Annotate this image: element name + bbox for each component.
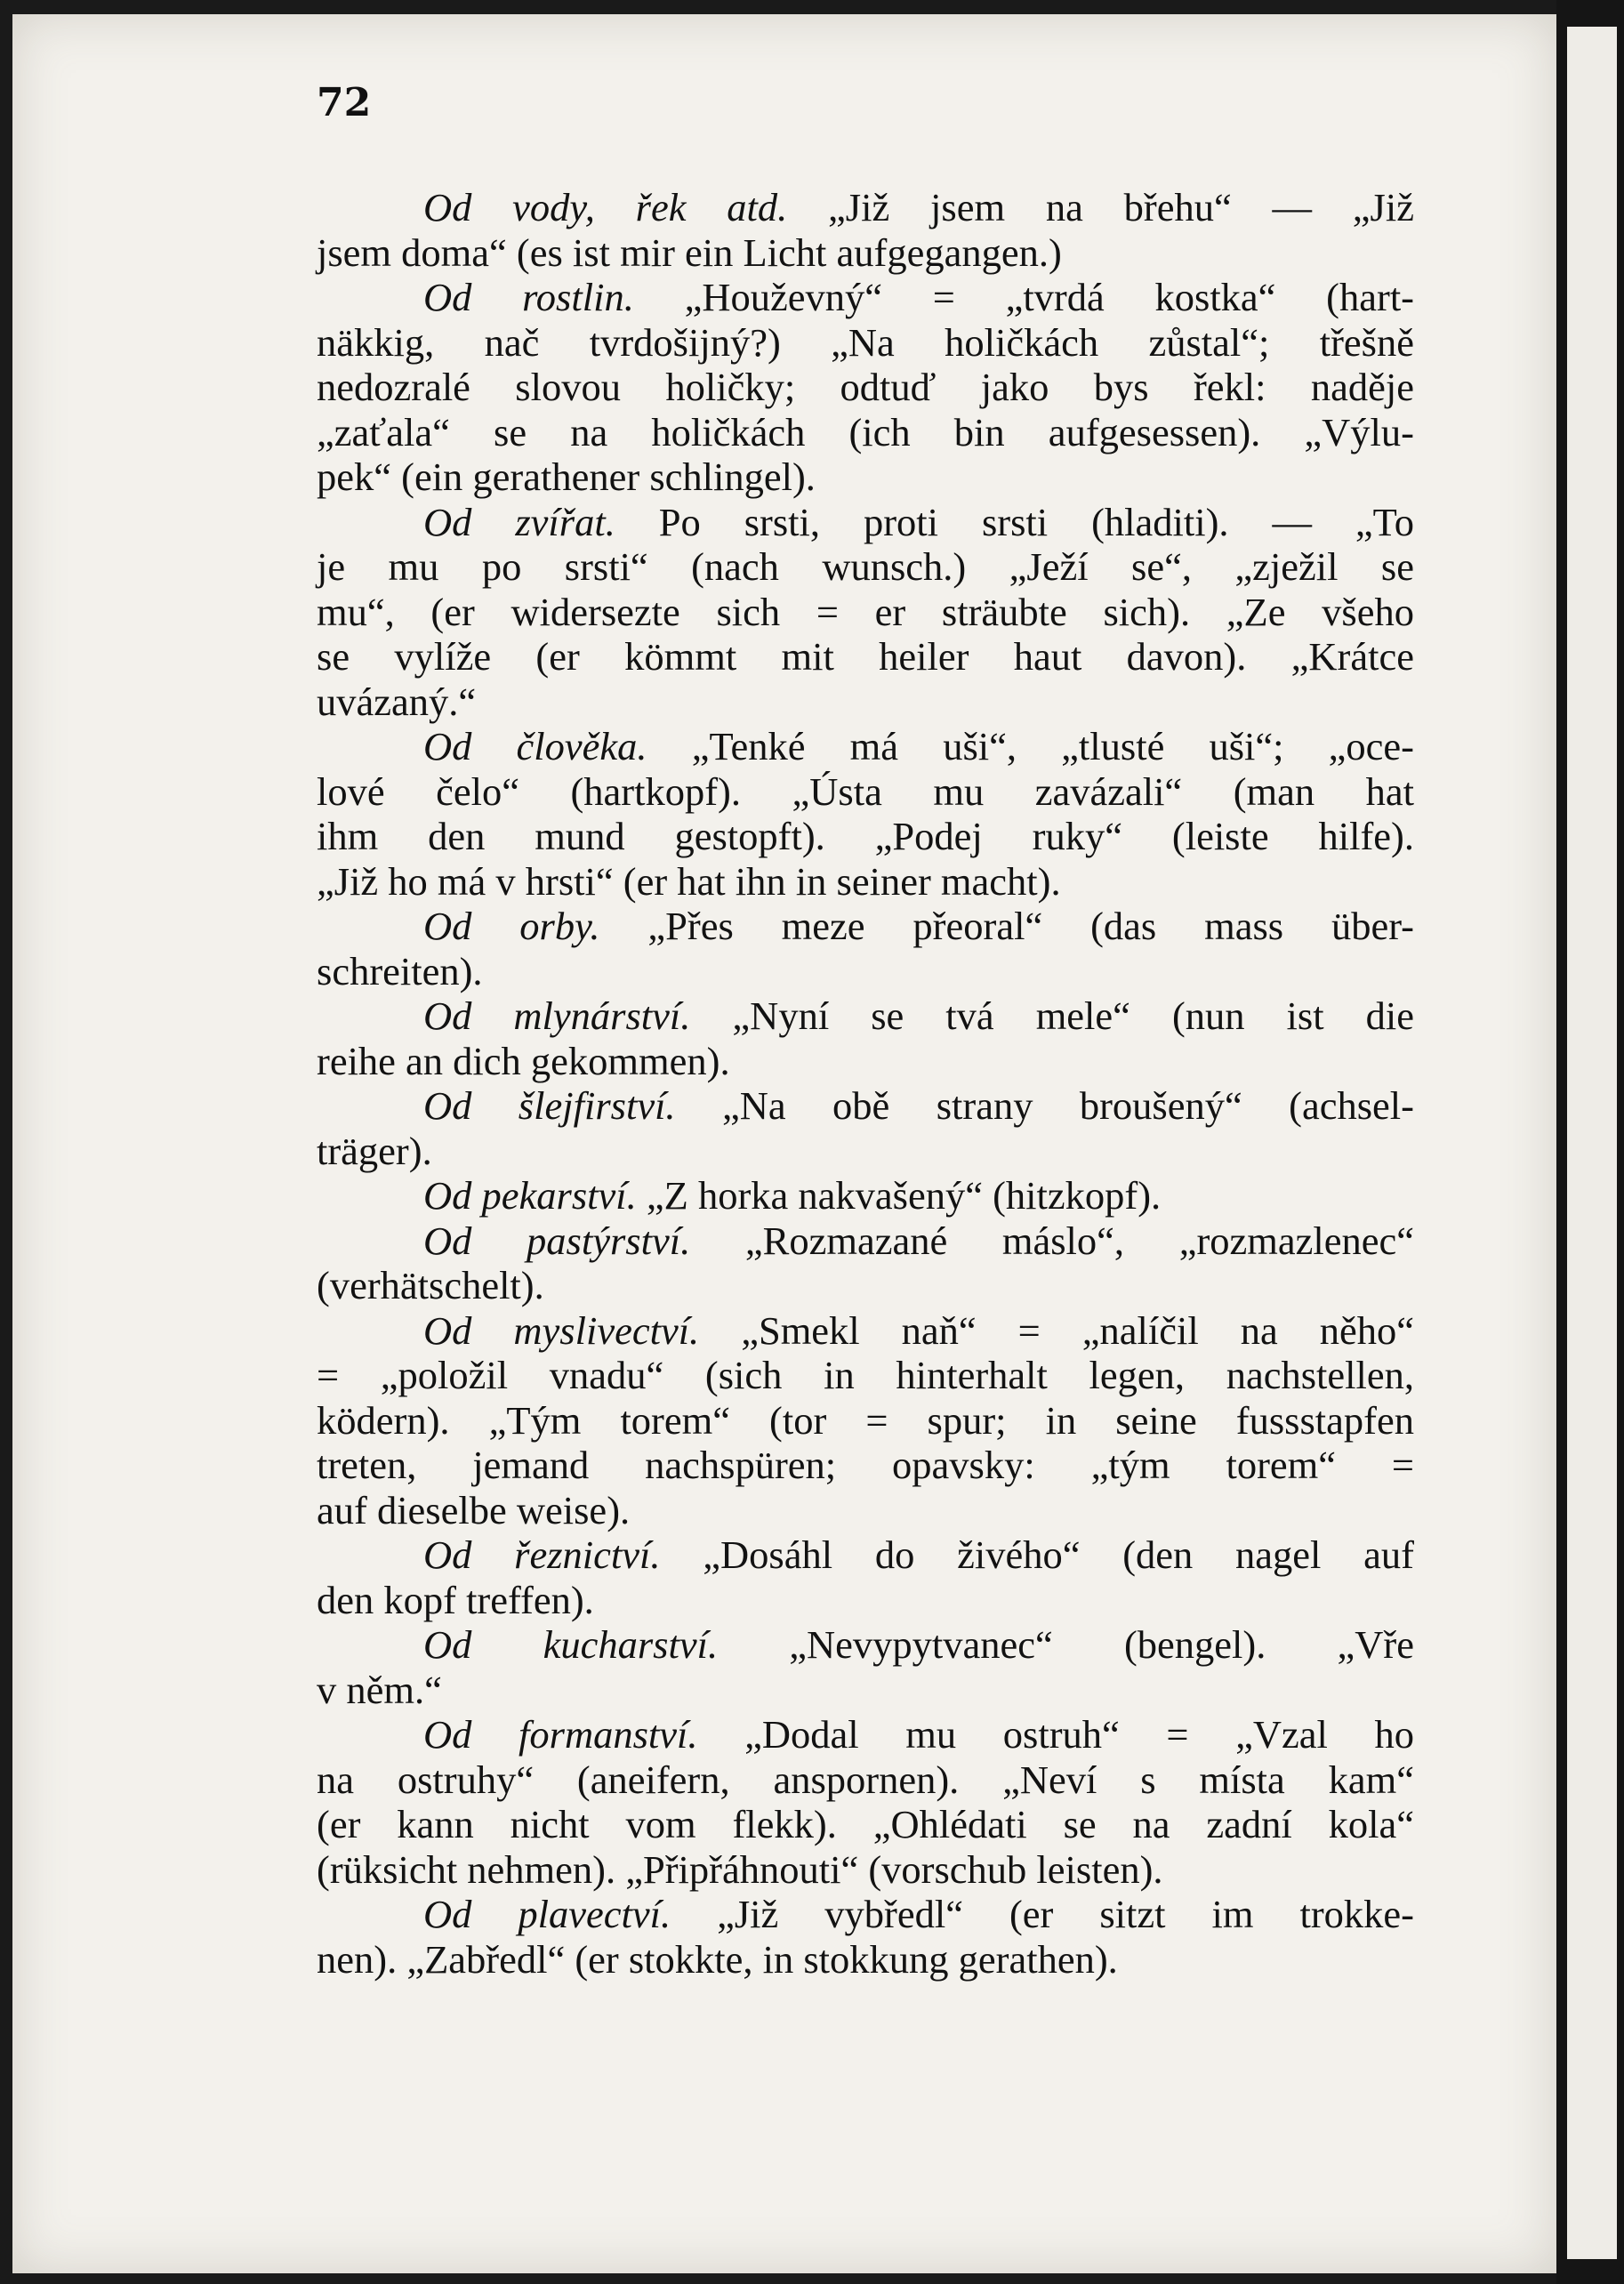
section-label: Od zvířat. [423,499,615,544]
text-line [317,1712,1414,1757]
text-line [317,410,1414,455]
line-text: schreiten). [317,948,483,993]
text-line [317,1937,1414,1982]
line-text: „Houževný“ = „tvrdá kostka“ (hart- [633,275,1414,319]
section-label: Od kucharství. [423,1622,719,1667]
text-line [317,1083,1414,1129]
line-text: „Z horka nakvašený“ (hitzkopf). [636,1173,1162,1218]
text-line [317,724,1414,769]
line-text: „Již ho má v hrsti“ (er hat ihn in seiner macht). [317,858,1061,904]
text-line [317,1488,1414,1533]
line-text: (er kann nicht vom flekk). „Ohlédati se na zadní kola“ [317,1802,1414,1846]
section-label: Od orby. [423,904,600,948]
section-label: Od řeznictví. [423,1532,661,1577]
text-line [317,590,1414,635]
line-text: reihe an dich gekommen). [317,1038,730,1083]
text-line [317,1847,1414,1893]
text-line [317,949,1414,994]
text-line [317,1443,1414,1488]
text-line [317,500,1414,545]
text-line [317,1578,1414,1623]
line-text: Po srsti, proti srsti (hladiti). — „To [615,499,1415,544]
line-text: träger). [317,1128,432,1173]
line-text: = „položil vnadu“ (sich in hinterhalt legen, nachstellen, [317,1353,1414,1397]
text-line [317,1353,1414,1398]
next-page-edge [1567,27,1617,2259]
line-text: na ostruhy“ (aneifern, anspornen). „Neví s místa kam“ [317,1757,1414,1802]
line-text: v něm.“ [317,1667,442,1712]
text-line [317,1308,1414,1354]
line-text: nen). „Zabředl“ (er stokkte, in stokkung gerathen). [317,1936,1118,1982]
text-line [317,1668,1414,1713]
line-text: ihm den mund gestopft). „Podej ruky“ (leiste hilfe). [317,814,1414,858]
line-text: treten, jemand nachspüren; opavsky: „tým torem“ = [317,1443,1414,1487]
text-line [317,320,1414,366]
text-line [317,454,1414,500]
text-line [317,275,1414,320]
text-line [317,1218,1414,1264]
text-line [317,1039,1414,1084]
text-line [317,993,1414,1039]
line-text: „Dosáhl do živého“ (den nagel auf [660,1532,1414,1577]
text-line [317,1173,1414,1218]
section-label: Od pekarství. [423,1173,637,1218]
text-line [317,769,1414,815]
line-text: „Smekl naň“ = „nalíčil na něho“ [699,1307,1414,1353]
line-text: je mu po srsti“ (nach wunsch.) „Ježí se“, „zježil se [317,544,1414,589]
line-text: „Nyní se tvá mele“ (nun ist die [690,993,1414,1038]
line-text: uvázaný.“ [317,679,477,724]
line-text: „Na obě strany broušený“ (achsel- [675,1083,1414,1128]
text-line [317,365,1414,410]
section-label: Od plavectví. [423,1892,671,1936]
text-line [317,1129,1414,1174]
text-line [317,814,1414,859]
section-label: Od rostlin. [423,275,634,319]
text-line [317,904,1414,949]
line-text: auf dieselbe weise). [317,1487,631,1532]
text-line [317,859,1414,905]
text-line [317,1263,1414,1308]
line-text: lové čelo“ (hartkopf). „Ústa mu zavázali“ (man hat [317,768,1414,814]
section-label: Od mlynárství. [423,993,691,1038]
text-line [317,634,1414,680]
line-text: „Již jsem na břehu“ — „Již [787,185,1414,229]
line-text: „Nevypytvanec“ (bengel). „Vře [718,1622,1414,1667]
line-text: „zaťala“ se na holičkách (ich bin aufgesessen). „Výlu- [317,409,1414,454]
text-line [317,1398,1414,1444]
body-text [317,185,1414,1982]
line-text: jsem doma“ (es ist mir ein Licht aufgegangen.) [317,229,1062,275]
line-text: mu“, (er widersezte sich = er sträubte sich). „Ze všeho [317,589,1414,634]
text-line [317,230,1414,276]
text-line [317,185,1414,230]
line-text: „Tenké má uši“, „tlusté uši“; „oce- [647,724,1415,768]
line-text: (verhätschelt). [317,1263,544,1307]
line-text: „Přes meze přeoral“ (das mass über- [599,904,1414,948]
line-text: näkkig, nač tvrdošijný?) „Na holičkách zůstal“; třešně [317,319,1414,365]
text-line [317,1802,1414,1847]
section-label: Od pastýrství. [423,1218,691,1263]
text-line [317,1892,1414,1937]
line-text: se vylíže (er kömmt mit heiler haut davon). „Krátce [317,634,1414,679]
line-text: „Dodal mu ostruh“ = „Vzal ho [697,1712,1415,1757]
section-label: Od člověka. [423,724,647,768]
line-text: pek“ (ein gerathener schlingel). [317,454,816,499]
section-label: Od šlejfirství. [423,1083,676,1128]
section-label: Od formanství. [423,1712,698,1757]
line-text: nedozralé slovou holičky; odtuď jako bys řekl: naděje [317,365,1414,409]
text-line [317,1532,1414,1578]
section-label: Od vody, řek atd. [423,185,788,229]
section-label: Od myslivectví. [423,1307,700,1353]
text-line [317,680,1414,725]
text-line [317,544,1414,590]
text-line [317,1757,1414,1803]
page-number: 72 [317,80,372,125]
line-text: ködern). „Tým torem“ (tor = spur; in seine fussstapfen [317,1397,1414,1443]
text-line [317,1622,1414,1668]
line-text: (rüksicht nehmen). „Připřáhnouti“ (vorschub leisten). [317,1846,1163,1892]
line-text: „Rozmazané máslo“, „rozmazlenec“ [690,1218,1415,1263]
line-text: den kopf treffen). [317,1577,594,1622]
line-text: „Již vybředl“ (er sitzt im trokke- [671,1892,1414,1936]
